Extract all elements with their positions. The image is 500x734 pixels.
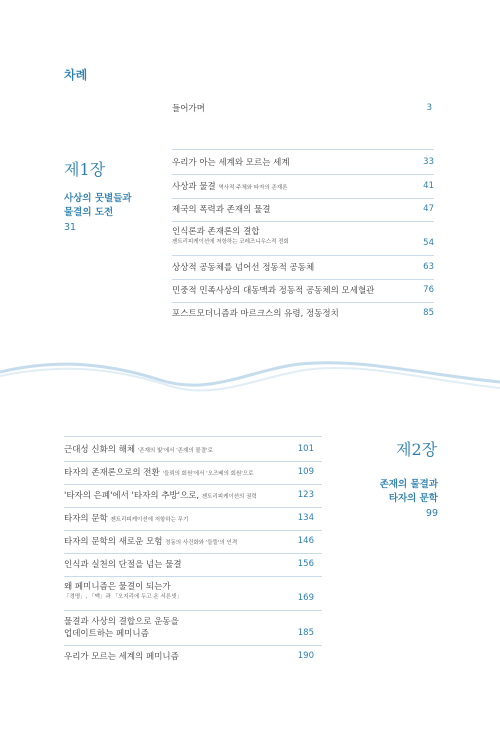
divider: [64, 530, 322, 531]
chapter1-entry[interactable]: 민중적 민족사상의 대동맥과 정동적 공동체의 모세혈관: [172, 286, 375, 296]
chapter2-entry[interactable]: 타자의 존재론으로의 전환 '들뢰의 회원'에서 '오즈베의 회원'으로: [64, 468, 254, 478]
chapter2-entry[interactable]: 물결과 사상의 결합으로 운동을 업데이트하는 페미니즘: [64, 617, 179, 639]
entry-page: 33: [423, 157, 434, 167]
entry-page: 185: [297, 628, 314, 638]
intro-title[interactable]: 들어가며: [172, 104, 205, 114]
chapter2-page: 99: [425, 508, 438, 519]
chapter1-entry[interactable]: 사상과 물결 역사적 주체와 타자의 존재론: [172, 182, 288, 192]
divider: [172, 279, 434, 280]
chapter1-entry[interactable]: 포스트모더니즘과 마르크스의 유령, 정동정치: [172, 309, 339, 319]
entry-page: 123: [297, 490, 314, 500]
chapter2-entry[interactable]: 타자의 문학의 새로운 모험 정동의 사건화와 '들뜰'의 인격: [64, 537, 238, 547]
chapter1-title-line2: 물결의 도전: [64, 207, 114, 218]
entry-page: 76: [423, 285, 434, 295]
divider: [172, 302, 434, 303]
entry-page: 134: [297, 513, 314, 523]
entry-page: 109: [297, 467, 314, 477]
chapter1-title-line1: 사상의 뭇별들과: [64, 193, 132, 204]
divider: [172, 198, 434, 199]
chapter2-entry[interactable]: 왜 페미니즘은 물결이 되는가 「경명」, 「맥」과 「오지리에 두고 온 서른셋」: [64, 582, 182, 600]
divider: [172, 221, 434, 222]
entry-page: 101: [297, 444, 314, 454]
entry-page: 47: [423, 204, 434, 214]
chapter1-entry[interactable]: 제국의 폭력과 존재의 물결: [172, 205, 271, 215]
chapter2-entry[interactable]: '타자의 은폐'에서 '타자의 추방'으로, 젠트리피케이션의 권력: [64, 491, 257, 501]
chapter2-entry[interactable]: 타자의 문학 젠트리피케이션에 저항하는 무기: [64, 514, 189, 524]
chapter2-entry[interactable]: 우리가 모르는 세계의 페미니즘: [64, 652, 179, 662]
entry-page: 190: [297, 651, 314, 661]
chapter1-entry[interactable]: 우리가 아는 세계와 모르는 세계: [172, 158, 290, 168]
entry-page: 63: [423, 262, 434, 272]
chapter1-number: 제1장: [64, 160, 106, 179]
chapter2-entry[interactable]: 인식과 실천의 단절을 넘는 물결: [64, 560, 182, 570]
toc-heading: 차례: [64, 68, 88, 82]
divider: [64, 507, 322, 508]
divider: [64, 436, 322, 437]
entry-page: 156: [297, 559, 314, 569]
chapter1-entry[interactable]: 인식론과 존재론의 결합 젠트리피케이션에 저항하는 코레즈니우스적 전회: [172, 227, 289, 245]
chapter2-title-line1: 존재의 물결과: [379, 479, 438, 490]
entry-page: 54: [423, 238, 434, 248]
chapter2-title-line2: 타자의 문학: [388, 493, 438, 504]
entry-page: 85: [423, 308, 434, 318]
entry-page: 169: [297, 593, 314, 603]
divider: [172, 255, 434, 256]
divider: [64, 576, 322, 577]
divider: [172, 174, 434, 175]
entry-page: 41: [423, 181, 434, 191]
divider: [64, 610, 322, 611]
divider: [64, 645, 322, 646]
wave-decoration: [0, 350, 500, 420]
chapter1-page: 31: [64, 222, 77, 233]
entry-page: 146: [297, 536, 314, 546]
intro-page: 3: [426, 103, 432, 113]
divider: [64, 553, 322, 554]
chapter2-entry[interactable]: 근대성 신화의 해체 '존재의 빛'에서 '존재의 물결'로: [64, 445, 213, 455]
chapter1-entry[interactable]: 상상적 공동체를 넘어선 정동적 공동체: [172, 263, 315, 273]
divider: [64, 484, 322, 485]
chapter2-number: 제2장: [396, 440, 438, 459]
divider: [172, 149, 434, 150]
divider: [64, 461, 322, 462]
